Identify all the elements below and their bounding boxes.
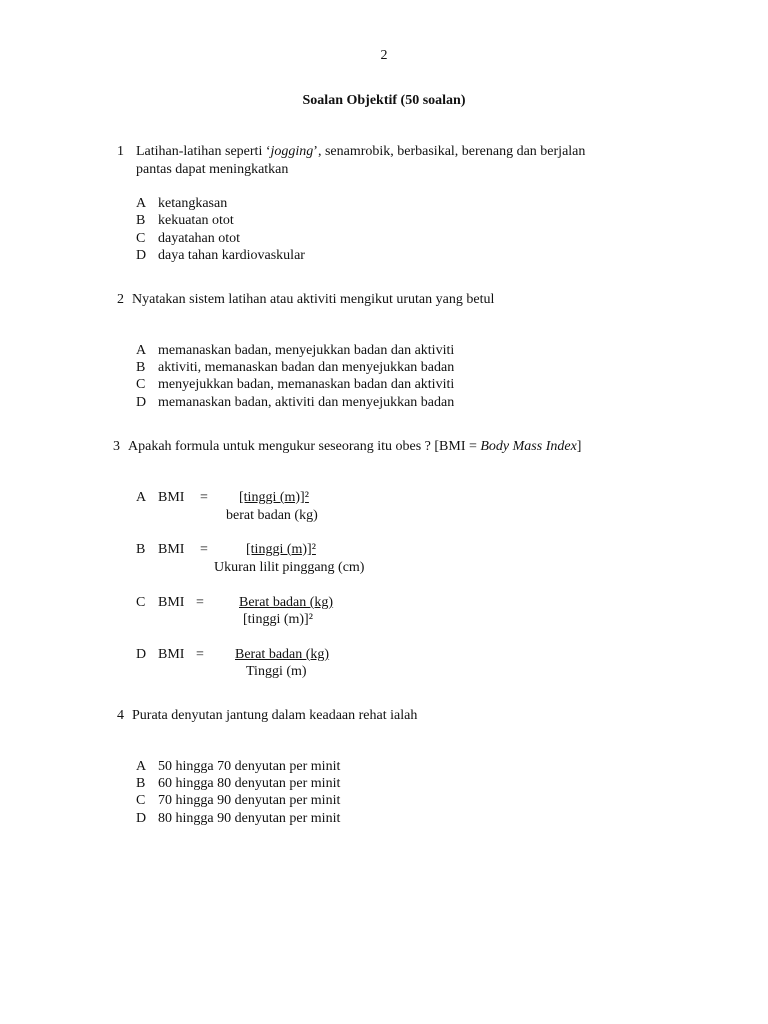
option-b [136,775,340,792]
page-number: 2 [380,48,388,63]
option-text: memanaskan badan, menyejukkan badan dan aktiviti [158,343,455,358]
option-d [136,810,340,827]
option-a [136,342,454,359]
stem-text: Latihan-latihan seperti ‘ [136,144,271,159]
formula-numerator: Berat badan (kg) [239,595,334,610]
option-c [136,792,340,809]
formula-numerator: [tinggi (m)]² [246,542,316,557]
option-text: kekuatan otot [158,213,234,228]
option-letter: C [136,793,146,808]
stem-text: Apakah formula untuk mengukur seseorang itu obes ? [BMI = [128,439,481,454]
option-b [136,212,234,229]
option-letter: D [136,647,147,662]
option-text: 50 hingga 70 denyutan per minit [158,759,341,774]
stem-italic-text: jogging [270,144,314,159]
option-a [136,195,227,212]
question-number: 4 [117,708,124,723]
option-text: dayatahan otot [158,231,241,246]
option-text: ketangkasan [158,196,228,211]
option-a [136,758,340,775]
option-text: menyejukkan badan, memanaskan badan dan aktiviti [158,377,455,392]
option-letter: A [136,490,147,505]
option-letter: A [136,759,147,774]
question-number: 2 [117,292,124,307]
option-text: 60 hingga 80 denyutan per minit [158,776,341,791]
formula-denominator: berat badan (kg) [226,508,318,523]
stem-text: ’, senamrobik, berbasikal, berenang dan berjalan [313,144,586,159]
option-letter: D [136,248,147,263]
section-title: Soalan Objektif (50 soalan) [302,93,466,108]
option-c [136,376,454,393]
option-letter: B [136,542,146,557]
question-stem: Nyatakan sistem latihan atau aktiviti mengikut urutan yang betul [132,292,495,307]
option-letter: D [136,811,147,826]
option-text: daya tahan kardiovaskular [158,248,305,263]
formula-denominator: Tinggi (m) [246,664,307,679]
formula-lhs: BMI [158,647,185,662]
option-b [136,359,454,376]
question-stem-line2: pantas dapat meningkatkan [136,162,289,177]
question-stem [128,438,581,455]
formula-lhs: BMI [158,542,185,557]
formula-equals: = [200,542,208,557]
option-text: 70 hingga 90 denyutan per minit [158,793,341,808]
formula-equals: = [200,490,208,505]
option-letter: A [136,343,147,358]
option-letter: C [136,377,146,392]
question-number: 1 [117,144,124,159]
formula-lhs: BMI [158,595,185,610]
formula-equals: = [196,595,204,610]
stem-italic-text: Body Mass Index [480,439,577,454]
question-stem: Purata denyutan jantung dalam keadaan rehat ialah [132,708,418,723]
option-text: aktiviti, memanaskan badan dan menyejukkan badan [158,360,455,375]
question-number: 3 [113,439,120,454]
formula-equals: = [196,647,204,662]
formula-lhs: BMI [158,490,185,505]
option-letter: A [136,196,147,211]
question-stem [136,143,585,160]
option-text: memanaskan badan, aktiviti dan menyejukkan badan [158,395,455,410]
formula-denominator: Ukuran lilit pinggang (cm) [214,560,365,575]
option-letter: D [136,395,147,410]
option-letter: B [136,776,146,791]
formula-denominator: [tinggi (m)]² [243,612,313,627]
option-letter: B [136,360,146,375]
option-c [136,230,240,247]
stem-text: ] [576,439,582,454]
option-text: 80 hingga 90 denyutan per minit [158,811,341,826]
option-d [136,247,305,264]
formula-numerator: [tinggi (m)]² [239,490,309,505]
option-letter: C [136,595,146,610]
formula-numerator: Berat badan (kg) [235,647,330,662]
option-d [136,394,454,411]
option-letter: C [136,231,146,246]
option-letter: B [136,213,146,228]
